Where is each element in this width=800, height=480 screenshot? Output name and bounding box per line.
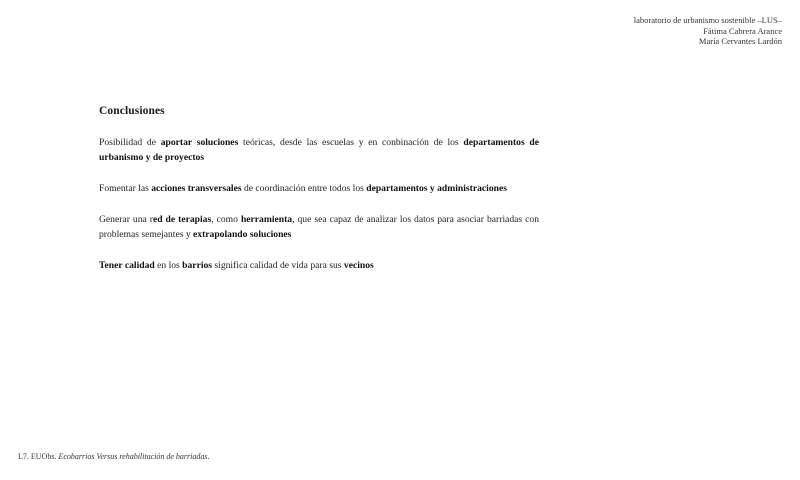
page-footer — [18, 452, 210, 461]
header-author-2: María Cervantes Lardón — [698, 36, 782, 46]
emphasis-text: herramienta — [240, 214, 293, 225]
emphasis-text: ed de terapias — [152, 214, 212, 225]
emphasis-text: Tener calidad — [99, 260, 155, 271]
emphasis-text: departamentos y administraciones — [366, 183, 507, 194]
page-header — [634, 15, 782, 47]
section-title: Conclusiones — [99, 105, 165, 117]
body-text: significa calidad de vida para sus — [212, 260, 344, 271]
main-content — [99, 105, 539, 289]
emphasis-text: extrapolando soluciones — [193, 229, 292, 240]
emphasis-text: vecinos — [343, 260, 374, 271]
body-text: teóricas, desde las escuelas y en conbinación de los — [238, 137, 464, 148]
body-text: , como — [211, 214, 241, 225]
header-author-1: Fátima Cabrera Arance — [703, 25, 782, 36]
body-text: , que sea capaz de analizar los datos para asociar barriadas con problemas semejantes y — [99, 214, 540, 240]
body-text: de coordinación entre todos los — [241, 183, 367, 194]
emphasis-text: barrios — [182, 260, 213, 271]
paragraph-list — [99, 135, 539, 273]
footer-caption: Ecobarrios Versus rehabilitación de barriadas. — [58, 452, 210, 461]
conclusion-paragraph — [99, 135, 539, 165]
emphasis-text: departamentos de urbanismo y de proyectos — [99, 137, 540, 163]
conclusion-paragraph — [99, 181, 539, 196]
conclusion-paragraph — [99, 212, 539, 242]
footer-label: L7. EUObs. — [18, 452, 59, 461]
body-text: Posibilidad de — [99, 137, 161, 148]
header-lab-name: laboratorio de urbanismo sostenible –LUS– — [633, 15, 782, 25]
emphasis-text: aportar soluciones — [160, 137, 239, 148]
body-text: en los — [154, 260, 183, 271]
conclusion-paragraph — [99, 258, 539, 273]
body-text: Generar una r — [99, 214, 153, 225]
body-text: Fomentar las — [99, 183, 152, 194]
emphasis-text: acciones transversales — [151, 183, 242, 194]
